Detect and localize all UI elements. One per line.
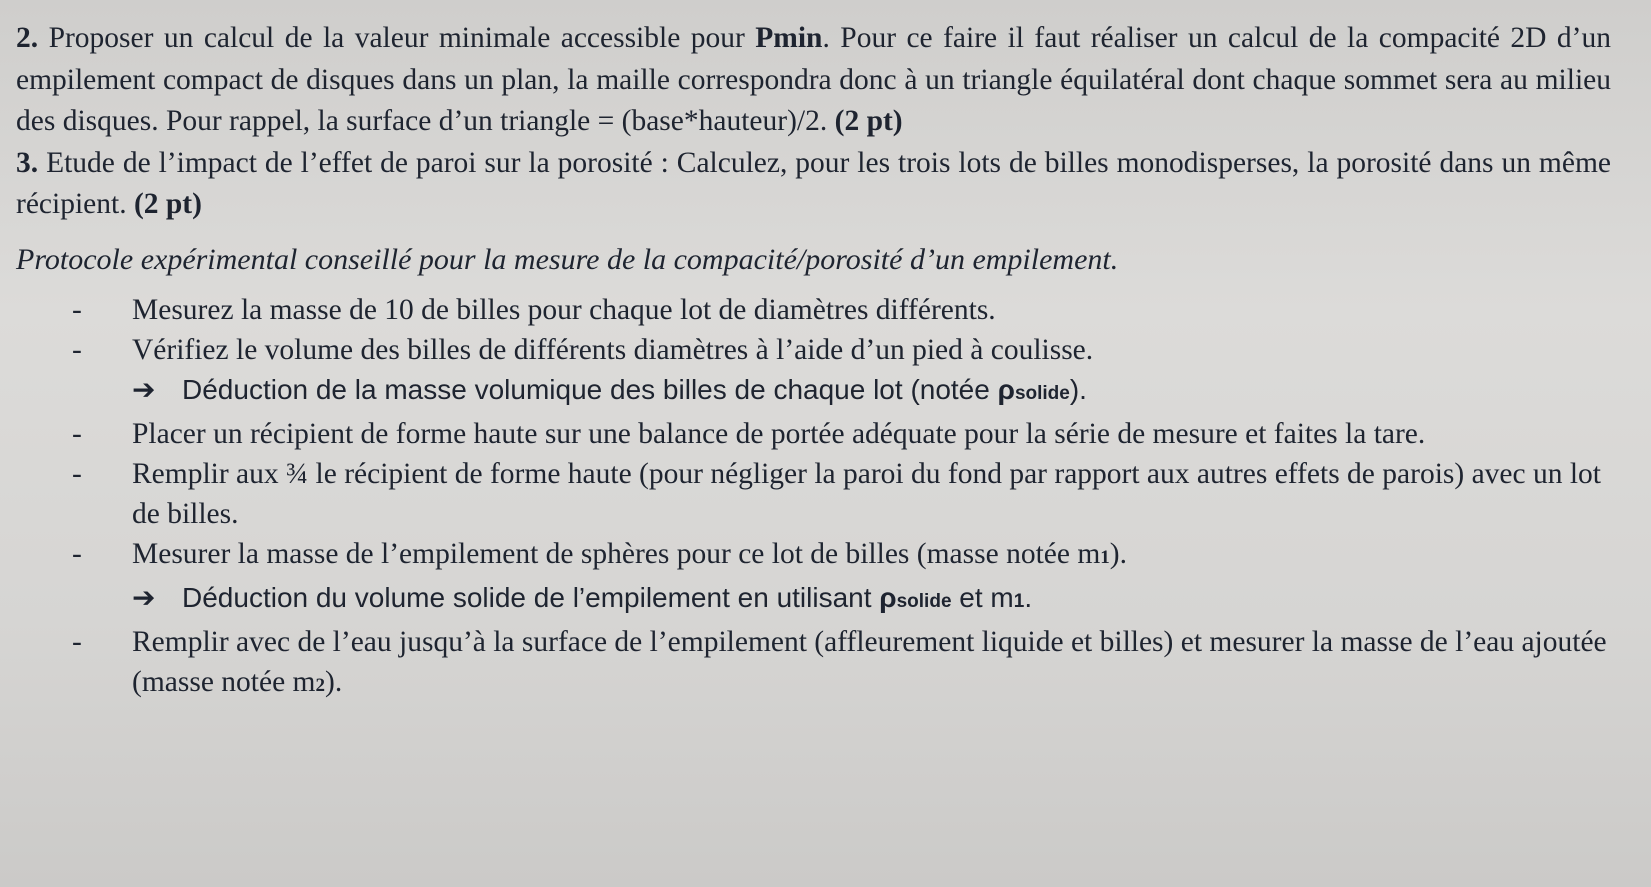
- protocol-step-4-text: Remplir aux ¾ le récipient de forme haute (pour négliger la paroi du fond par rapport aux autres effets de parois) avec un lot de billes.: [132, 457, 1601, 530]
- m2-subscript: 2: [315, 674, 325, 696]
- deduction-2-text-b: .: [1024, 581, 1033, 613]
- deduction-1: [16, 370, 1611, 414]
- question-2-points: (2 pt): [834, 105, 903, 137]
- bullet-dash: -: [72, 457, 82, 490]
- protocol-list: [16, 290, 1611, 370]
- arrow-right-icon: ➔: [132, 373, 156, 405]
- question-3-number: 3.: [16, 146, 39, 179]
- protocol-step-5: [16, 534, 1611, 578]
- protocol-step-5-text-a: Mesurer la masse de l’empilement de sphères pour ce lot de billes (masse notée m: [132, 537, 1101, 570]
- deduction-1-text-b: ).: [1069, 373, 1087, 405]
- question-2-number: 2.: [16, 22, 39, 54]
- deduction-2: [16, 578, 1611, 622]
- rho-symbol: ρ: [997, 373, 1015, 405]
- m1-subscript: 1: [1013, 590, 1025, 612]
- protocol-step-2: [16, 330, 1611, 370]
- protocol-list-continued: [16, 414, 1611, 578]
- pmin-term: Pmin: [755, 22, 823, 54]
- m1-subscript: 1: [1100, 546, 1110, 568]
- protocol-step-1-text: Mesurez la masse de 10 de billes pour chaque lot de diamètres différents.: [132, 293, 996, 326]
- deduction-1-text-a: Déduction de la masse volumique des billes de chaque lot (notée: [182, 373, 998, 405]
- solide-subscript: solide: [1014, 382, 1070, 404]
- bullet-dash: -: [72, 537, 82, 570]
- protocol-heading: Protocole expérimental conseillé pour la mesure de la compacité/porosité d’un empilement.: [16, 242, 1119, 276]
- question-3: [16, 143, 1611, 226]
- protocol-step-2-text: Vérifiez le volume des billes de différents diamètres à l’aide d’un pied à coulisse.: [132, 333, 1094, 366]
- rho-symbol: ρ: [879, 581, 897, 613]
- bullet-dash: -: [72, 333, 82, 366]
- question-3-points: (2 pt): [133, 188, 202, 220]
- protocol-step-1: [16, 290, 1611, 330]
- protocol-step-3: [16, 414, 1611, 454]
- protocol-list-end: [16, 622, 1611, 706]
- question-2: [16, 18, 1611, 143]
- question-3-text: Etude de l’impact de l’effet de paroi sur la porosité : Calculez, pour les trois lots de billes monodisperses, la porosité dans un même récipient.: [16, 146, 1611, 220]
- question-2-text-b: . Pour ce faire il faut réaliser un calcul de la compacité 2D d’un empilement compact de disques dans un plan, la maille correspondra donc à un triangle équilatéral dont chaque sommet sera au milieu des disques. Pour rappel, la surface d’un triangle = (base*hauteur)/2.: [16, 22, 1612, 137]
- solide-subscript: solide: [896, 590, 952, 612]
- question-2-text-a: Proposer un calcul de la valeur minimale accessible pour: [38, 22, 756, 54]
- protocol-step-6-text-a: Remplir avec de l’eau jusqu’à la surface de l’empilement (affleurement liquide et billes) et mesurer la masse de l’eau ajoutée (masse notée m: [132, 625, 1607, 698]
- protocol-step-3-text: Placer un récipient de forme haute sur une balance de portée adéquate pour la série de mesure et faites la tare.: [132, 417, 1426, 450]
- protocol-step-5-text-b: ).: [1109, 537, 1127, 570]
- protocol-step-6: [16, 622, 1611, 706]
- bullet-dash: -: [72, 293, 82, 326]
- protocol-step-6-text-b: ).: [325, 665, 343, 698]
- bullet-dash: -: [72, 417, 82, 450]
- protocol-step-4: [16, 454, 1611, 534]
- deduction-2-text-mid: et m: [951, 581, 1014, 613]
- deduction-2-text-a: Déduction du volume solide de l’empilement en utilisant: [182, 581, 880, 613]
- arrow-right-icon: ➔: [132, 581, 156, 613]
- bullet-dash: -: [72, 625, 82, 658]
